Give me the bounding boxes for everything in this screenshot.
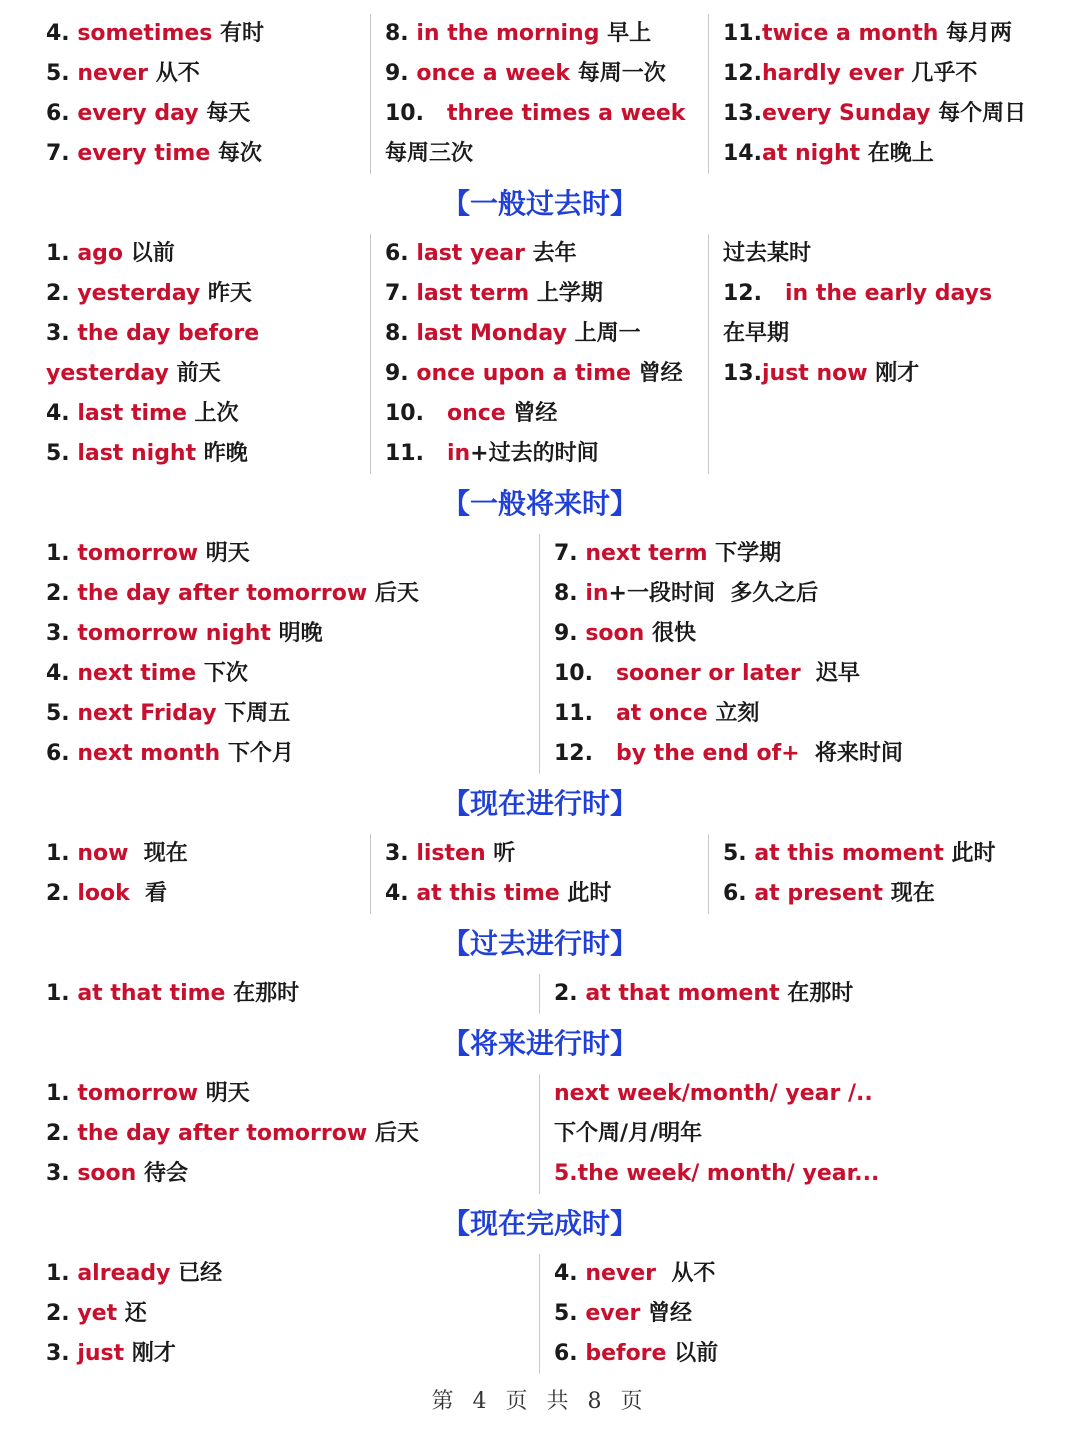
column-divider	[539, 1074, 540, 1194]
column-divider	[370, 234, 371, 474]
phrase-line: 7. every time 每次	[46, 141, 262, 166]
phrase-line: 1. at that time 在那时	[46, 981, 300, 1006]
phrase-line: 4. last time 上次	[46, 401, 239, 426]
phrase-line: 1. already 已经	[46, 1261, 223, 1286]
phrase-line: 3. the day before	[46, 321, 260, 346]
phrase-line: 6. last year 去年	[385, 241, 577, 266]
phrase-line: 7. last term 上学期	[385, 281, 603, 306]
phrase-line: 13.every Sunday 每个周日	[723, 101, 1027, 126]
column-2	[554, 534, 903, 774]
section-heading-future-simple: 【一般将来时】	[441, 487, 638, 520]
phrase-line: 11.twice a month 每月两	[723, 21, 1013, 46]
phrase-line: 9. once upon a time 曾经	[385, 361, 683, 386]
section-s1	[0, 234, 1080, 474]
phrase-line: 3. just 刚才	[46, 1341, 176, 1366]
section-s2	[0, 534, 1080, 774]
phrase-line: 在早期	[723, 321, 790, 346]
column-divider	[370, 14, 371, 174]
phrase-line: 2. at that moment 在那时	[554, 981, 854, 1006]
phrase-line: 9. once a week 每周一次	[385, 61, 666, 86]
phrase-line: 2. the day after tomorrow 后天	[46, 1121, 419, 1146]
phrase-line: 11. in+过去的时间	[385, 441, 599, 466]
column-2	[554, 974, 853, 1014]
phrase-line: 5. last night 昨晚	[46, 441, 248, 466]
section-heading-past-continuous: 【过去进行时】	[441, 927, 638, 960]
phrase-line: 8. in+一段时间 多久之后	[554, 581, 819, 606]
column-1	[46, 234, 259, 474]
phrase-line: 6. every day 每天	[46, 101, 251, 126]
phrase-line: 2. look 看	[46, 881, 168, 906]
phrase-line: 5. next Friday 下周五	[46, 701, 291, 726]
phrase-line: 6. at present 现在	[723, 881, 935, 906]
phrase-line: 3. soon 待会	[46, 1161, 188, 1186]
phrase-line: yesterday 前天	[46, 361, 221, 386]
column-1	[46, 14, 264, 174]
phrase-line: next week/month/ year /..	[554, 1081, 873, 1106]
phrase-line: 3. tomorrow night 明晚	[46, 621, 323, 646]
column-2	[385, 834, 611, 914]
phrase-line: 2. yesterday 昨天	[46, 281, 252, 306]
phrase-line: 5. never 从不	[46, 61, 200, 86]
phrase-line: 2. yet 还	[46, 1301, 147, 1326]
page-footer: 第 4 页 共 8 页	[431, 1389, 649, 1414]
section-heading-present-continuous: 【现在进行时】	[441, 787, 638, 820]
phrase-line: 9. soon 很快	[554, 621, 696, 646]
phrase-line: 4. at this time 此时	[385, 881, 612, 906]
phrase-line: 1. ago 以前	[46, 241, 175, 266]
column-2	[385, 234, 683, 474]
phrase-line: 10. once 曾经	[385, 401, 558, 426]
column-divider	[370, 834, 371, 914]
column-divider	[708, 834, 709, 914]
column-1	[46, 974, 299, 1014]
section-s4	[0, 974, 1080, 1014]
phrase-line: 1. tomorrow 明天	[46, 541, 250, 566]
phrase-line: 4. never 从不	[554, 1261, 716, 1286]
phrase-line: 13.just now 刚才	[723, 361, 920, 386]
phrase-line: 4. sometimes 有时	[46, 21, 265, 46]
column-2	[554, 1074, 879, 1194]
section-s6	[0, 1254, 1080, 1374]
section-heading-past-simple: 【一般过去时】	[441, 187, 638, 220]
column-3	[723, 834, 996, 914]
phrase-line: 下个周/月/明年	[554, 1121, 703, 1146]
phrase-line: 11. at once 立刻	[554, 701, 760, 726]
phrase-line: 8. in the morning 早上	[385, 21, 652, 46]
column-divider	[708, 14, 709, 174]
phrase-line: 1. tomorrow 明天	[46, 1081, 250, 1106]
column-3	[723, 234, 992, 394]
column-1	[46, 534, 419, 774]
column-divider	[708, 234, 709, 474]
column-1	[46, 1074, 419, 1194]
phrase-line: 5. ever 曾经	[554, 1301, 693, 1326]
phrase-line: 1. now 现在	[46, 841, 188, 866]
column-divider	[539, 534, 540, 774]
phrase-line: 10. three times a week	[385, 101, 686, 126]
column-3	[723, 14, 1026, 174]
section-heading-future-continuous: 【将来进行时】	[441, 1027, 638, 1060]
column-divider	[539, 1254, 540, 1374]
section-s3	[0, 834, 1080, 914]
phrase-line: 6. before 以前	[554, 1341, 719, 1366]
phrase-line: 过去某时	[723, 241, 812, 266]
column-1	[46, 834, 188, 914]
section-s0	[0, 14, 1080, 174]
column-2	[554, 1254, 718, 1374]
phrase-line: 3. listen 听	[385, 841, 516, 866]
section-heading-present-perfect: 【现在完成时】	[441, 1207, 638, 1240]
section-s5	[0, 1074, 1080, 1194]
column-1	[46, 1254, 222, 1374]
phrase-line: 5.the week/ month/ year...	[554, 1161, 880, 1186]
phrase-line: 8. last Monday 上周一	[385, 321, 641, 346]
phrase-line: 每周三次	[385, 141, 474, 166]
column-2	[385, 14, 685, 174]
phrase-line: 12.hardly ever 几乎不	[723, 61, 978, 86]
phrase-line: 14.at night 在晚上	[723, 141, 934, 166]
phrase-line: 12. by the end of+ 将来时间	[554, 741, 903, 766]
phrase-line: 4. next time 下次	[46, 661, 248, 686]
phrase-line: 6. next month 下个月	[46, 741, 294, 766]
column-divider	[539, 974, 540, 1014]
phrase-line: 7. next term 下学期	[554, 541, 782, 566]
phrase-line: 5. at this moment 此时	[723, 841, 996, 866]
phrase-line: 10. sooner or later 迟早	[554, 661, 860, 686]
phrase-line: 12. in the early days	[723, 281, 993, 306]
phrase-line: 2. the day after tomorrow 后天	[46, 581, 419, 606]
